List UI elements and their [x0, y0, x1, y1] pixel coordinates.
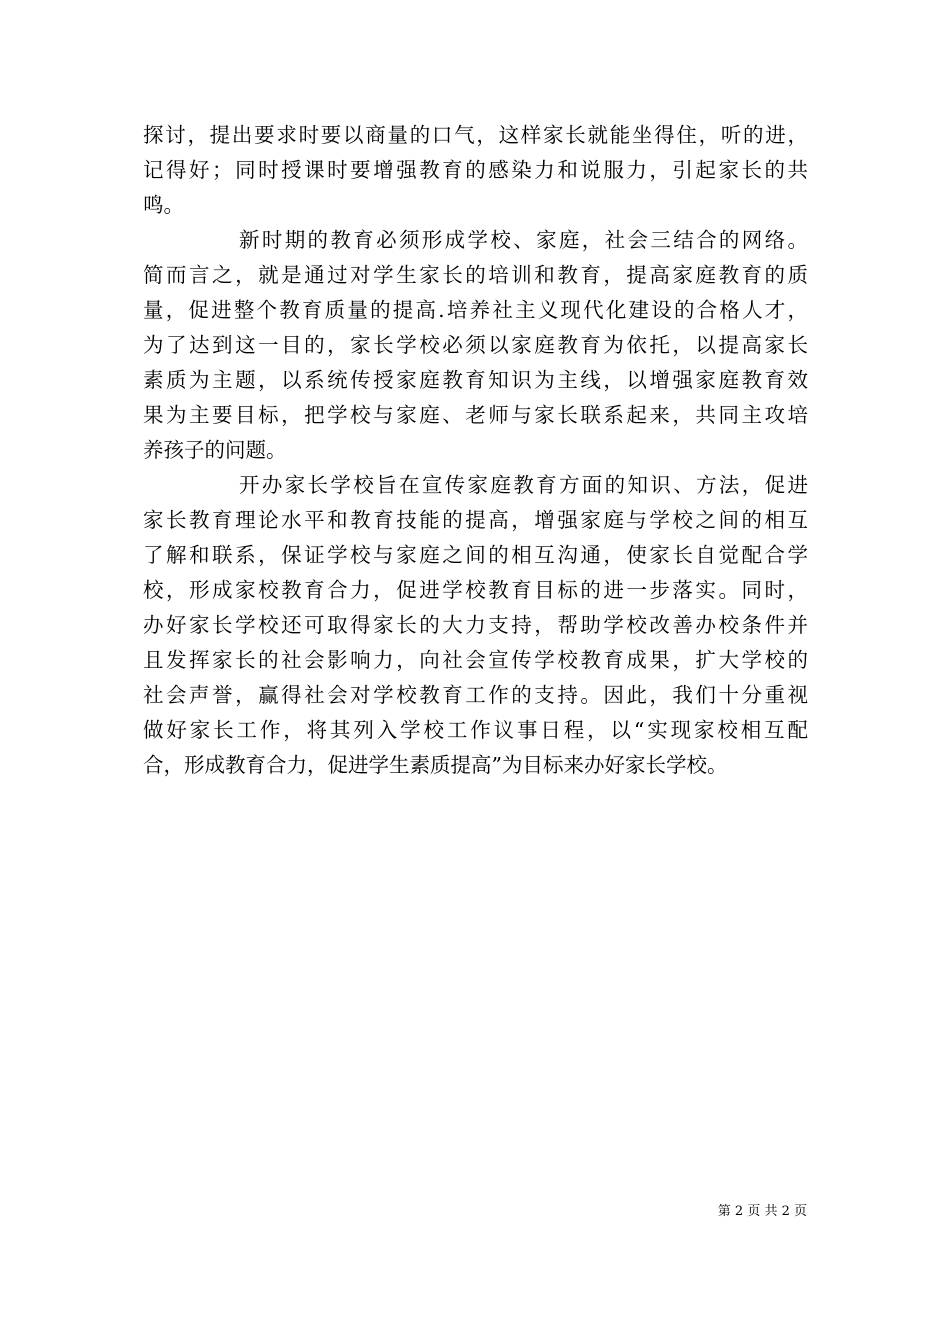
- paragraph-1: [143, 118, 808, 223]
- paragraph-line: 探讨，提出要求时要以商量的口气，这样家长就能坐得住，听的进，: [143, 123, 808, 147]
- paragraph-line: 果为主要目标，把学校与家庭、老师与家长联系起来，共同主攻培: [143, 403, 808, 427]
- paragraph-line: 为了达到这一目的，家长学校必须以家庭教育为依托，以提高家长: [143, 333, 808, 357]
- paragraph-line: 记得好；同时授课时要增强教育的感染力和说服力，引起家长的共: [143, 158, 808, 182]
- paragraph-3: [143, 468, 808, 783]
- paragraph-line: 校，形成家校教育合力，促进学校教育目标的进一步落实。同时，: [143, 578, 808, 602]
- paragraph-line: 新时期的教育必须形成学校、家庭，社会三结合的网络。: [239, 228, 808, 252]
- paragraph-line: 养孩子的问题。: [143, 438, 287, 462]
- paragraph-line: 素质为主题，以系统传授家庭教育知识为主线，以增强家庭教育效: [143, 368, 808, 392]
- paragraph-line: 社会声誉，赢得社会对学校教育工作的支持。因此，我们十分重视: [143, 683, 808, 707]
- paragraph-line: 家长教育理论水平和教育技能的提高，增强家庭与学校之间的相互: [143, 508, 808, 532]
- paragraph-line: 鸣。: [143, 193, 184, 217]
- paragraph-line: 量，促进整个教育质量的提高.培养社主义现代化建设的合格人才，: [143, 298, 808, 322]
- paragraph-line: 做好家长工作，将其列入学校工作议事日程，以“实现家校相互配: [143, 718, 808, 742]
- paragraph-line: 合，形成教育合力，促进学生素质提高”为目标来办好家长学校。: [143, 753, 728, 777]
- paragraph-line: 且发挥家长的社会影响力，向社会宣传学校教育成果，扩大学校的: [143, 648, 808, 672]
- page-number-footer: 第 2 页 共 2 页: [717, 1204, 807, 1219]
- paragraph-line: 开办家长学校旨在宣传家庭教育方面的知识、方法，促进: [239, 473, 808, 497]
- paragraph-2: [143, 223, 808, 468]
- document-body: [143, 118, 808, 783]
- paragraph-line: 了解和联系，保证学校与家庭之间的相互沟通，使家长自觉配合学: [143, 543, 808, 567]
- paragraph-line: 办好家长学校还可取得家长的大力支持，帮助学校改善办校条件并: [143, 613, 808, 637]
- paragraph-line: 简而言之，就是通过对学生家长的培训和教育，提高家庭教育的质: [143, 263, 808, 287]
